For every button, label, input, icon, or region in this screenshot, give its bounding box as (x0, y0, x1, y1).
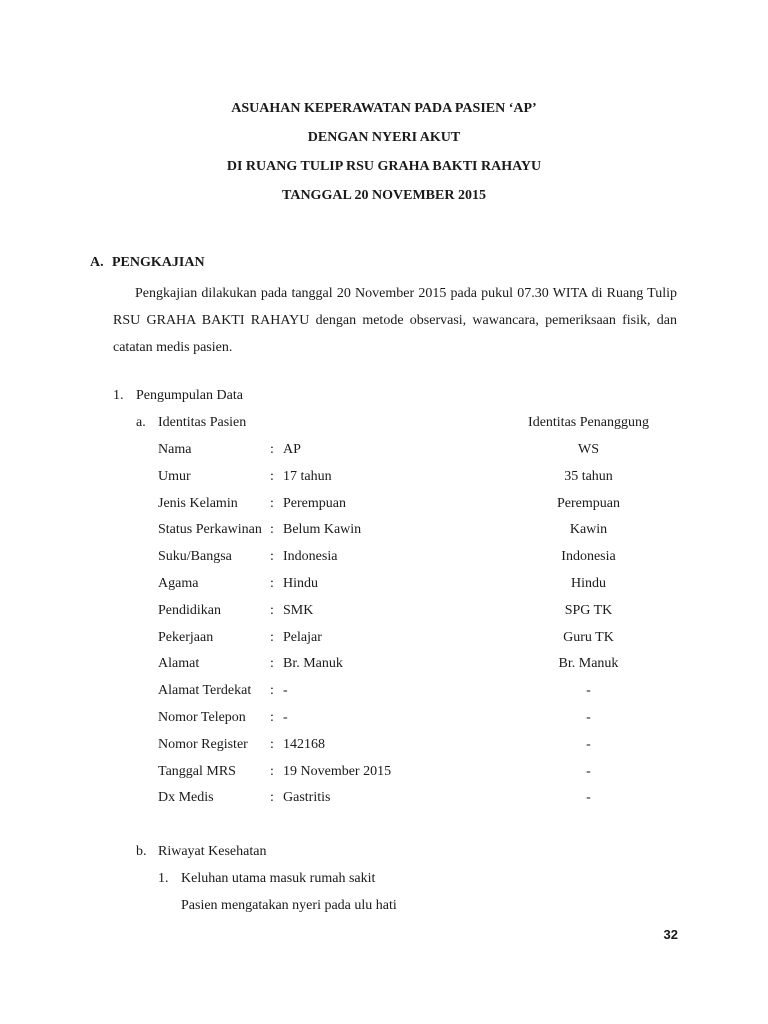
identity-label: Agama (158, 576, 199, 591)
guardian-value: - (586, 790, 591, 806)
main-complaint-label: Keluhan utama masuk rumah sakit (181, 871, 376, 886)
guardian-value: WS (578, 442, 599, 457)
patient-value: Gastritis (283, 790, 331, 806)
guardian-value: Kawin (569, 522, 608, 538)
identity-label: Dx Medis (158, 790, 214, 806)
guardian-value: Hindu (571, 576, 606, 591)
title-line-2: DENGAN NYERI AKUT (307, 130, 461, 145)
patient-value: - (283, 710, 288, 725)
patient-value: - (283, 683, 288, 699)
colon-separator: : (270, 602, 274, 618)
identity-row (0, 789, 768, 807)
section-heading (90, 254, 205, 272)
colon-separator: : (270, 468, 274, 484)
identity-label: Status Perkawinan (158, 522, 262, 538)
guardian-value: 35 tahun (564, 468, 613, 484)
patient-value: 17 tahun (283, 468, 332, 484)
title-line-4: TANGGAL 20 NOVEMBER 2015 (282, 188, 486, 203)
colon-separator: : (270, 790, 274, 806)
guardian-value: - (586, 710, 591, 725)
patient-value: SMK (283, 602, 314, 618)
colon-separator: : (270, 763, 274, 779)
guardian-identity-heading: Identitas Penanggung (528, 415, 649, 430)
identity-row (0, 682, 768, 700)
health-history-heading: Riwayat Kesehatan (158, 844, 267, 859)
guardian-value: - (586, 683, 591, 699)
colon-separator: : (270, 522, 274, 538)
identity-label: Suku/Bangsa (158, 549, 232, 565)
guardian-value: Perempuan (557, 495, 620, 511)
sub-item-letter: a. (136, 415, 146, 430)
page-number: 32 (663, 927, 678, 942)
identity-label: Nama (158, 442, 192, 457)
identity-row (0, 468, 768, 486)
guardian-value: Indonesia (561, 549, 616, 565)
colon-separator: : (270, 495, 274, 511)
intro-text: Pengkajian dilakukan pada tanggal 20 November 2015 pada pukul 07.30 WITA di Ruang Tulip RSU GRAHA BAKTI RAHAYU dengan metode observasi, wawancara, pemeriksaan fisik, dan catatan medis pasien. (113, 286, 677, 355)
list-item-number: 1. (158, 871, 169, 886)
guardian-value: Guru TK (563, 629, 614, 645)
patient-value: Perempuan (283, 495, 346, 511)
identity-row (0, 495, 768, 513)
identity-label: Nomor Register (158, 736, 248, 752)
identity-label: Umur (158, 468, 191, 484)
patient-identity-heading: Identitas Pasien (158, 415, 247, 430)
identity-label: Alamat (158, 656, 200, 672)
intro-paragraph (113, 280, 677, 361)
title-line-1: ASUAHAN KEPERAWATAN PADA PASIEN ‘AP’ (231, 101, 537, 116)
identity-label: Alamat Terdekat (158, 683, 252, 699)
patient-value: Indonesia (283, 549, 338, 565)
identity-row (0, 736, 768, 754)
identity-row (0, 709, 768, 727)
patient-value: Belum Kawin (283, 522, 362, 538)
patient-value: Br. Manuk (283, 656, 343, 672)
identity-label: Jenis Kelamin (158, 495, 238, 511)
guardian-value: SPG TK (564, 602, 613, 618)
colon-separator: : (270, 629, 274, 645)
identity-label: Tanggal MRS (158, 763, 236, 779)
guardian-value: - (586, 763, 591, 779)
colon-separator: : (270, 576, 274, 591)
colon-separator: : (270, 442, 274, 457)
guardian-value: - (586, 736, 591, 752)
patient-value: AP (283, 442, 301, 457)
patient-value: Hindu (283, 576, 318, 591)
identity-row (0, 629, 768, 647)
colon-separator: : (270, 683, 274, 699)
identity-row (0, 602, 768, 620)
sub-item-letter: b. (136, 844, 147, 859)
identity-label: Nomor Telepon (158, 710, 246, 725)
patient-value: Pelajar (283, 629, 322, 645)
section-title: PENGKAJIAN (112, 255, 205, 270)
colon-separator: : (270, 710, 274, 725)
identity-row (0, 655, 768, 673)
colon-separator: : (270, 656, 274, 672)
colon-separator: : (270, 736, 274, 752)
main-complaint-detail: Pasien mengatakan nyeri pada ulu hati (181, 898, 397, 913)
patient-value: 142168 (283, 736, 325, 752)
identity-row (0, 575, 768, 593)
guardian-value: Br. Manuk (558, 656, 619, 672)
identity-label: Pekerjaan (158, 629, 214, 645)
identity-row (0, 441, 768, 459)
list-item-label: Pengumpulan Data (136, 388, 243, 403)
identity-label: Pendidikan (158, 602, 221, 618)
identity-row (0, 763, 768, 781)
document-title (0, 94, 768, 210)
colon-separator: : (270, 549, 274, 565)
identity-row (0, 521, 768, 539)
title-line-3: DI RUANG TULIP RSU GRAHA BAKTI RAHAYU (226, 159, 542, 174)
patient-value: 19 November 2015 (283, 763, 392, 779)
list-item-number: 1. (113, 388, 124, 403)
section-number: A. (90, 255, 104, 270)
identity-row (0, 548, 768, 566)
